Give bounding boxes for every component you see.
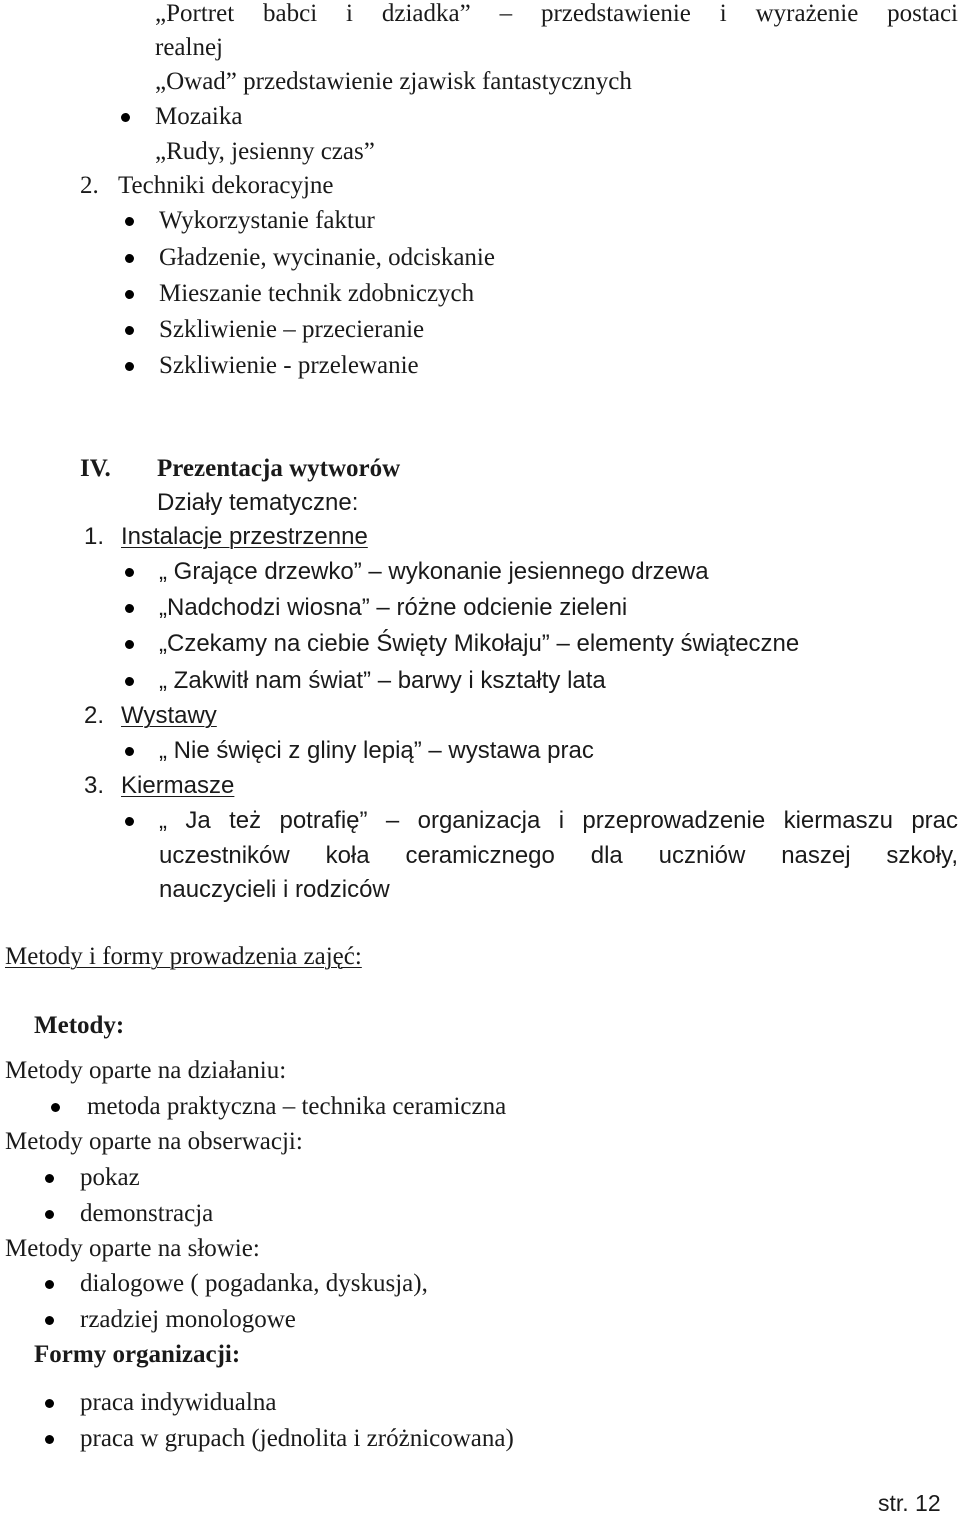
bullet-icon	[45, 1435, 54, 1444]
techniki-number: 2.	[80, 172, 99, 199]
obserwacja-item: pokaz	[80, 1164, 140, 1191]
bullet-icon	[125, 290, 134, 299]
bullet-icon	[45, 1210, 54, 1219]
instalacje-item: „Czekamy na ciebie Święty Mikołaju” – elementy świąteczne	[159, 630, 800, 657]
section-title: Prezentacja wytworów	[157, 455, 401, 482]
bullet-icon	[125, 254, 134, 263]
bullet-icon	[125, 326, 134, 335]
bullet-icon	[125, 817, 134, 826]
bullet-icon	[125, 747, 134, 756]
mozaika-line: Mozaika	[155, 103, 243, 130]
instalacje-item: „ Zakwitł nam świat” – barwy i kształty lata	[159, 667, 606, 694]
instalacje-item: „Nadchodzi wiosna” – różne odcienie zieleni	[159, 594, 628, 621]
rudy-line: „Rudy, jesienny czas”	[155, 138, 375, 165]
portret-line-2: realnej	[155, 34, 224, 61]
slowo-item: dialogowe ( pogadanka, dyskusja),	[80, 1270, 428, 1297]
group-title-wystawy: Wystawy	[121, 702, 217, 729]
group-title-kiermasze: Kiermasze	[121, 772, 235, 799]
metody-label: Metody:	[34, 1012, 125, 1039]
formy-item: praca w grupach (jednolita i zróżnicowana)	[80, 1425, 514, 1452]
kiermasze-item-line-2: uczestników koła ceramicznego dla uczniów naszej szkoły,	[159, 842, 958, 869]
kiermasze-item-line-1: „ Ja też potrafię” – organizacja i przeprowadzenie kiermaszu prac	[159, 807, 958, 834]
techniki-item: Szkliwienie – przecieranie	[159, 316, 425, 343]
techniki-item: Szkliwienie - przelewanie	[159, 352, 419, 379]
obserwacja-item: demonstracja	[80, 1200, 214, 1227]
section-roman-numeral: IV.	[80, 455, 111, 482]
methods-heading: Metody i formy prowadzenia zajęć:	[5, 943, 362, 970]
slowo-item: rzadziej monologowe	[80, 1306, 296, 1333]
dzialanie-item: metoda praktyczna – technika ceramiczna	[87, 1093, 507, 1120]
bullet-icon	[121, 113, 130, 122]
techniki-item: Gładzenie, wycinanie, odciskanie	[159, 244, 495, 271]
portret-line-1: „Portret babci i dziadka” – przedstawienie i wyrażenie postaci	[155, 0, 958, 27]
slowo-label: Metody oparte na słowie:	[5, 1235, 260, 1262]
bullet-icon	[45, 1280, 54, 1289]
bullet-icon	[125, 677, 134, 686]
group-number: 3.	[84, 772, 105, 799]
group-number: 1.	[84, 523, 105, 550]
bullet-icon	[125, 640, 134, 649]
techniki-item: Wykorzystanie faktur	[159, 207, 375, 234]
wystawy-item: „ Nie święci z gliny lepią” – wystawa prac	[159, 737, 594, 764]
formy-label: Formy organizacji:	[34, 1341, 241, 1368]
bullet-icon	[51, 1103, 60, 1112]
techniki-item: Mieszanie technik zdobniczych	[159, 280, 475, 307]
techniki-title: Techniki dekoracyjne	[118, 172, 334, 199]
obserwacja-label: Metody oparte na obserwacji:	[5, 1128, 303, 1155]
group-title-instalacje: Instalacje przestrzenne	[121, 523, 368, 550]
group-number: 2.	[84, 702, 105, 729]
bullet-icon	[125, 604, 134, 613]
bullet-icon	[45, 1399, 54, 1408]
instalacje-item: „ Grające drzewko” – wykonanie jesiennego drzewa	[159, 558, 709, 585]
page-number: str. 12	[878, 1490, 941, 1516]
formy-item: praca indywidualna	[80, 1389, 277, 1416]
bullet-icon	[125, 362, 134, 371]
dzialanie-label: Metody oparte na działaniu:	[5, 1057, 287, 1084]
kiermasze-item-line-3: nauczycieli i rodziców	[159, 876, 390, 903]
bullet-icon	[125, 217, 134, 226]
owad-line: „Owad” przedstawienie zjawisk fantastycznych	[155, 68, 632, 95]
section-subtitle: Działy tematyczne:	[157, 489, 359, 516]
bullet-icon	[45, 1174, 54, 1183]
bullet-icon	[45, 1316, 54, 1325]
bullet-icon	[125, 568, 134, 577]
